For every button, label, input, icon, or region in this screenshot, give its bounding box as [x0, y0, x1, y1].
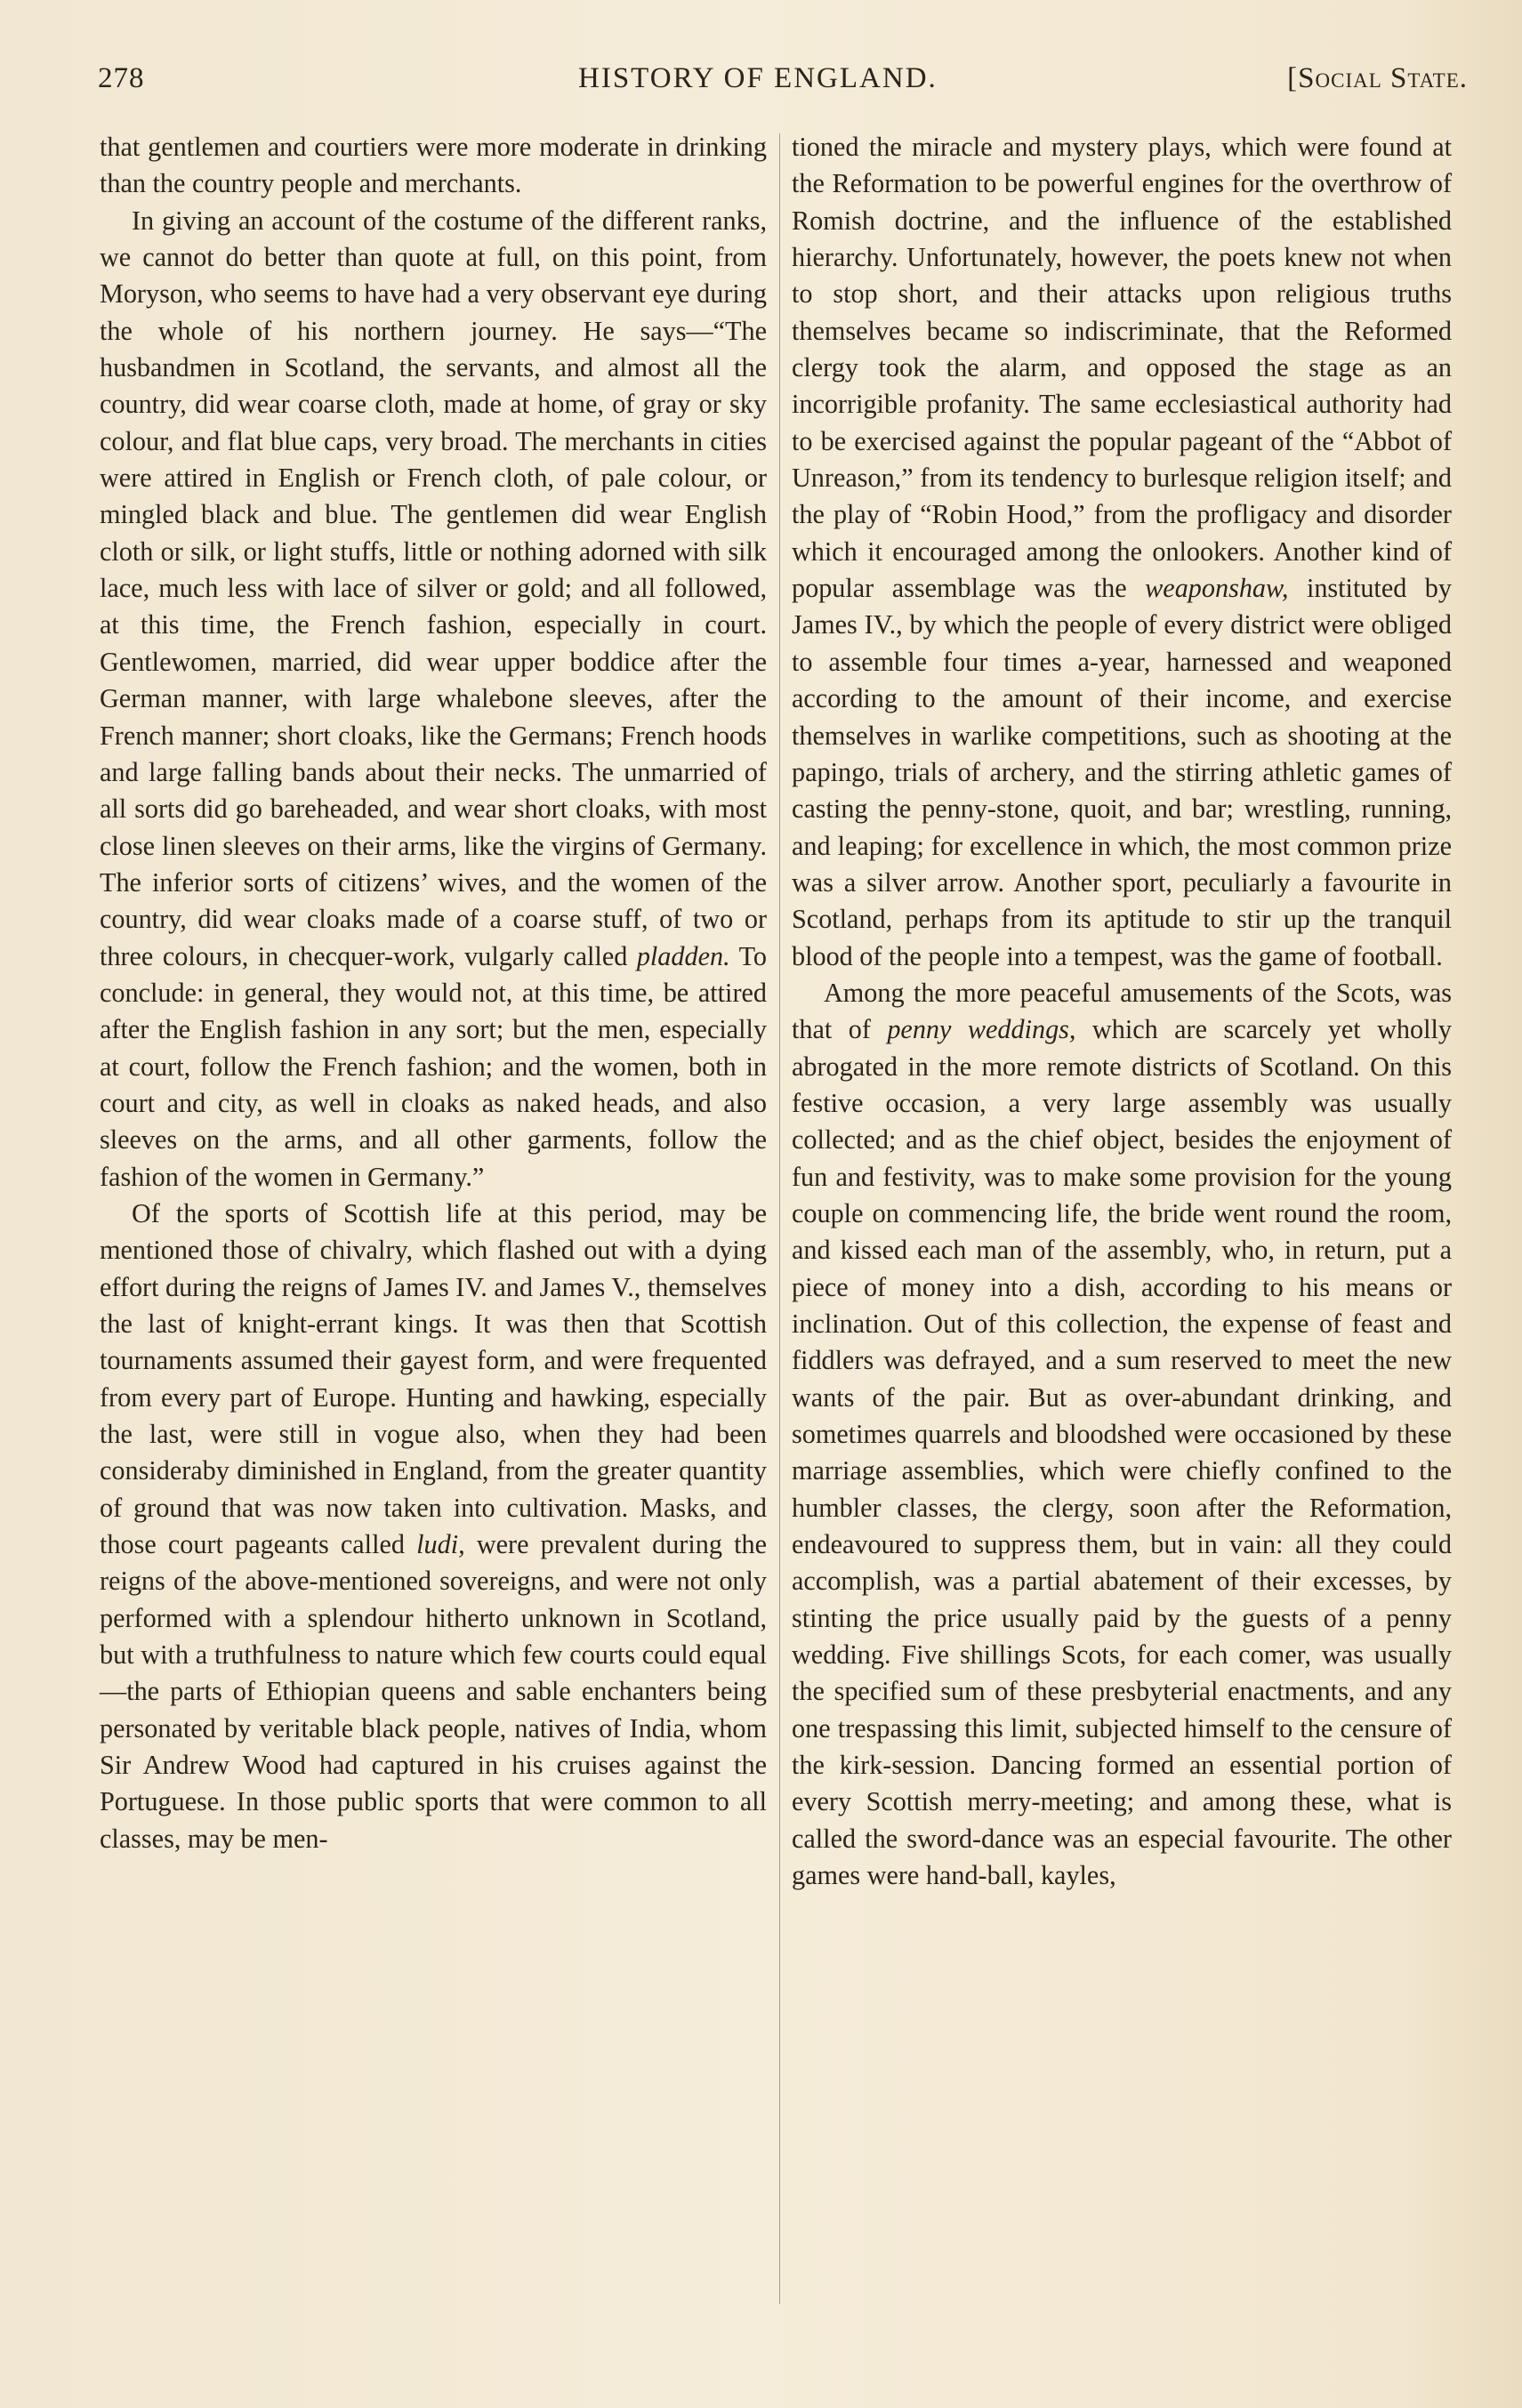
paragraph	[100, 203, 767, 1196]
paragraph-text: that gentlemen and courtiers were more moderate in drinking than the country people and merchants.	[100, 132, 767, 199]
paragraph-text: In giving an account of the costume of the different ranks, we cannot do better than quote at full, on this point, from Moryson, who seems to have had a very observant eye during the whole of his northern journey. He says—“The husbandmen in Scotland, the servants, and almost all the country, did wear coarse cloth, made at home, of gray or sky colour, and flat blue caps, very broad. The merchants in cities were attired in English or French cloth, of pale colour, or mingled black and blue. The gentlemen did wear English cloth or silk, or light stuffs, little or nothing adorned with silk lace, much less with lace of silver or gold; and all followed, at this time, the French fashion, especially in court. Gentlewomen, married, did wear upper boddice after the German manner, with large whalebone sleeves, after the French manner; short cloaks, like the Germans; French hoods and large falling bands about their necks. The unmarried of all sorts did go bareheaded, and wear short cloaks, with most close linen sleeves on their arms, like the virgins of Germany. The inferior sorts of citizens’ wives, and the women of the country, did wear cloaks made of a coarse stuff, of two or three colours, in checquer-work, vulgarly called	[100, 205, 767, 971]
page-number: 278	[98, 62, 145, 94]
column-divider	[779, 133, 780, 2304]
paragraph-text: which are scarcely yet wholly abrogated in the more remote districts of Scotland. On this festive occasion, a very large assembly was usually collected; and as the chief object, besides the enjoyment of fun and festivity, was to make some provision for the young couple on commencing life, the bride went round the room, and kissed each man of the assembly, who, in return, put a piece of money into a dish, according to his means or inclination. Out of this collection, the expense of feast and fiddlers was defrayed, and a sum reserved to meet the new wants of the pair. But as over-abundant drinking, and sometimes quarrels and bloodshed were occasioned by these marriage assemblies, which were chiefly confined to the humbler classes, the clergy, soon after the Reformation, endeavoured to suppress them, but in vain: all they could accomplish, was a partial abatement of their excesses, by stinting the price usually paid by the guests of a penny wedding. Five shillings Scots, for each comer, was usually the specified sum of these presbyterial enactments, and any one trespassing this limit, subjected himself to the censure of the kirk-session. Dancing formed an essential portion of every Scottish merry-meeting; and among these, what is called the sword-dance was an especial favourite. The other games were hand-ball, kayles,	[792, 1014, 1452, 1891]
italic-term: pladden.	[636, 940, 730, 971]
paragraph-text: were prevalent during the reigns of the above-mentioned sovereigns, and were not only performed with a splendour hitherto unknown in Scotland, but with a truthfulness to nature which few courts could equal—the parts of Ethiopian queens and sable enchanters being personated by veritable black people, natives of India, whom Sir Andrew Wood had captured in his cruises against the Portuguese. In those public sports that were common to all classes, may be men-	[100, 1529, 767, 1854]
paragraph-text: Among the more peaceful amusements of the Scots, was that of	[792, 977, 1452, 1045]
paragraph-text: instituted by James IV., by which the people of every district were obliged to assemble four times a-year, harnessed and weaponed according to the amount of their income, and exercise themselves in warlike competitions, such as shooting at the papingo, trials of archery, and the stirring athletic games of casting the penny-stone, quoit, and bar; wrestling, running, and leaping; for excellence in which, the most common prize was a silver arrow. Another sport, peculiarly a favourite in Scotland, perhaps from its aptitude to stir up the tranquil blood of the people into a tempest, was the game of football.	[792, 573, 1452, 971]
italic-term: ludi,	[416, 1529, 465, 1560]
right-column	[792, 129, 1452, 1895]
paragraph-text: Of the sports of Scottish life at this period, may be mentioned those of chivalry, which flashed out with a dying effort during the reigns of James IV. and James V., themselves the last of knight-errant kings. It was then that Scottish tournaments assumed their gayest form, and were frequented from every part of Europe. Hunting and hawking, especially the last, were still in vogue also, when they had been consideraby diminished in England, from the greater quantity of ground that was now taken into cultivation. Masks, and those court pageants called	[100, 1197, 767, 1560]
paragraph	[792, 129, 1452, 975]
paragraph	[100, 1196, 767, 1857]
paragraph-text: tioned the miracle and mystery plays, which were found at the Reformation to be powerful engines for the overthrow of Romish doctrine, and the influence of the established hierarchy. Unfortunately, however, the poets knew not when to stop short, and their attacks upon religious truths themselves became so indiscriminate, that the Reformed clergy took the alarm, and opposed the stage as an incorrigible profanity. The same ecclesiastical authority had to be exercised against the popular pageant of the “Abbot of Unreason,” from its tendency to burlesque religion itself; and the play of “Robin Hood,” from the profligacy and disorder which it encouraged among the onlookers. Another kind of popular assemblage was the	[792, 132, 1452, 604]
italic-term: penny weddings,	[887, 1014, 1076, 1045]
left-column	[100, 129, 767, 1857]
section-tag: [Social State.	[1287, 62, 1468, 94]
paragraph	[100, 129, 767, 203]
paragraph-text: To conclude: in general, they would not, at this time, be attired after the English fashion in any sort; but the men, especially at court, follow the French fashion; and the women, both in court and city, as well in cloaks as naked heads, and also sleeves on the arms, and all other garments, follow the fashion of the women in Germany.”	[100, 940, 767, 1192]
running-title: HISTORY OF ENGLAND.	[578, 62, 938, 94]
page-header	[98, 62, 1468, 107]
paragraph	[792, 975, 1452, 1895]
italic-term: weaponshaw,	[1145, 573, 1289, 604]
